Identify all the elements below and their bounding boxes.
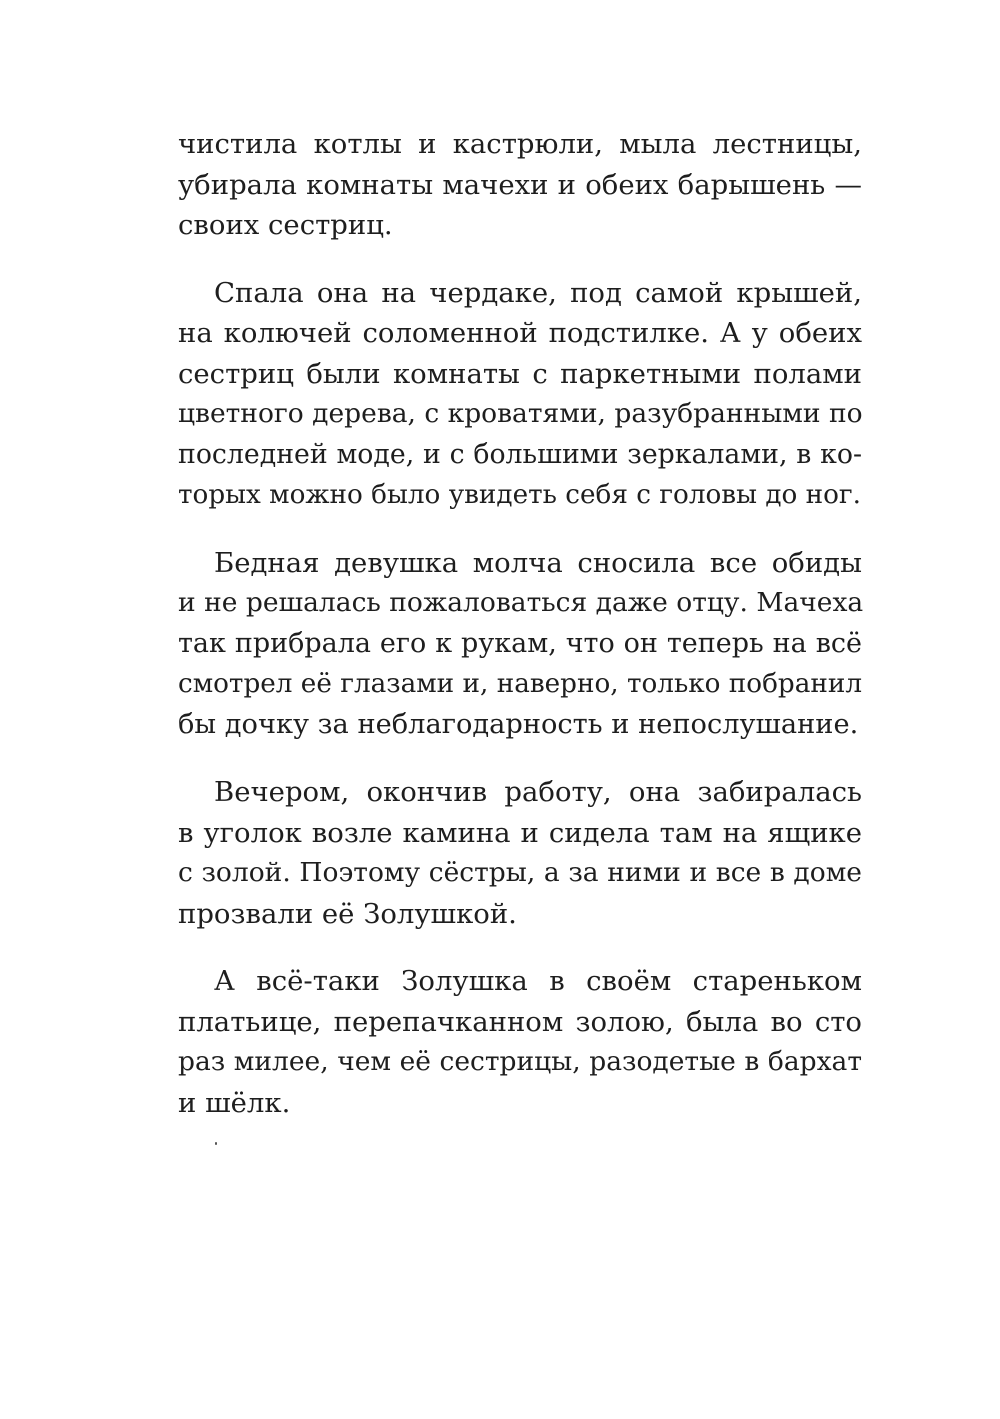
text-line: и шёлк.	[178, 1086, 291, 1119]
text-line: Вечером, окончив работу, она забиралась	[214, 776, 862, 808]
text-line: чистила котлы и кастрюли, мыла лестницы,	[178, 128, 862, 160]
text-line: прозвали её Золушкой.	[178, 897, 517, 930]
text-line: и не решалась пожаловаться даже отцу. Мачеха	[178, 587, 864, 618]
text-line: платьице, перепачканном золою, была во сто	[178, 1005, 862, 1038]
paragraph	[178, 772, 862, 934]
text-line: на колючей соломенной подстилке. А у обеих	[178, 317, 862, 349]
text-line: в уголок возле камина и сидела там на ящике	[178, 816, 862, 849]
paragraph	[178, 124, 862, 246]
paragraph	[178, 961, 862, 1123]
story-text	[178, 124, 862, 1150]
text-line: смотрел её глазами и, наверно, только побранил	[178, 669, 863, 699]
text-line: Бедная девушка молча сносила все обиды	[214, 546, 862, 579]
print-speck	[215, 1142, 217, 1145]
text-line: бы дочку за неблагодарность и непослушание.	[178, 708, 859, 740]
text-line: Спала она на чердаке, под самой крышей,	[214, 276, 862, 309]
text-line: убирала комнаты мачехи и обеих барышень —	[178, 168, 862, 201]
text-line: торых можно было увидеть себя с головы до ног.	[178, 480, 862, 510]
text-line: А всё-таки Золушка в своём стареньком	[214, 965, 862, 997]
text-line: цветного дерева, с кроватями, разубранными по	[178, 398, 863, 429]
text-line: последней моде, и с большими зеркалами, в ко-	[178, 438, 862, 470]
text-line: с золой. Поэтому сёстры, а за ними и все в доме	[178, 857, 862, 888]
text-line: сестриц были комнаты с паркетными полами	[178, 357, 862, 390]
text-line: раз милее, чем её сестрицы, разодетые в бархат	[178, 1046, 862, 1077]
paragraph	[178, 273, 862, 516]
text-line: так прибрала его к рукам, что он теперь на всё	[178, 627, 862, 659]
text-line: своих сестриц.	[178, 209, 393, 241]
paragraph	[178, 543, 862, 746]
